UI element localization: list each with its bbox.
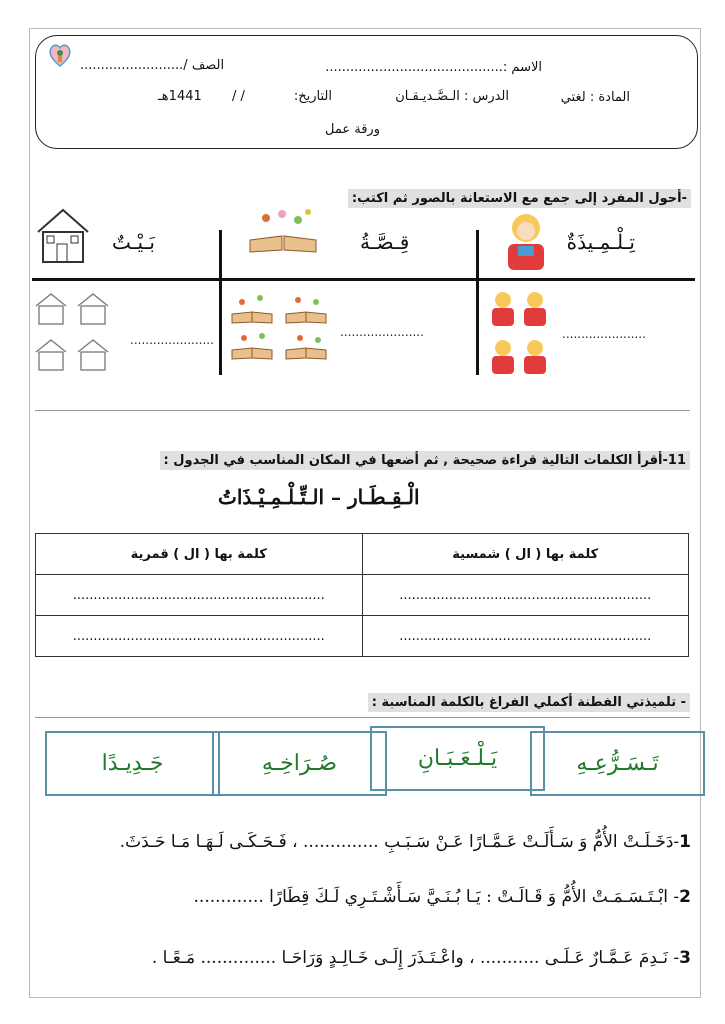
grade-field: الصف /.........................: [80, 58, 225, 73]
date-slashes: / /: [232, 89, 245, 104]
answer-cell-qamaria[interactable]: .............................................................: [36, 616, 363, 657]
logo-icon: [47, 42, 73, 68]
section3-title: - تلميذتي الفطنة أكملي الفراغ بالكلمة المناسبة :: [368, 693, 690, 712]
page-frame: [29, 28, 701, 998]
sentence-number: 3: [679, 948, 691, 968]
al-classification-table: [35, 533, 689, 657]
sentence-number: 2: [679, 887, 691, 907]
worksheet-title: ورقة عمل: [325, 122, 380, 137]
sentence-number: 1: [679, 832, 691, 852]
section2-title: 11-أقرأ الكلمات التالية قراءة صحيحة , ثم أضعها في المكان المناسب في الجدول :: [160, 451, 690, 470]
answer-blank-houses[interactable]: ......................: [130, 333, 214, 347]
open-book-butterflies-icon: [246, 206, 320, 254]
answer-cell-shamsia[interactable]: .............................................................: [362, 575, 689, 616]
sentence-1: [120, 832, 691, 852]
house-icon: [34, 204, 92, 266]
answer-cell-shamsia[interactable]: .............................................................: [362, 616, 689, 657]
sentence-3: [152, 948, 691, 968]
word-story: قِـصَّـةُ: [360, 230, 410, 254]
separator: [35, 717, 690, 718]
answer-cell-qamaria[interactable]: .............................................................: [36, 575, 363, 616]
year-field: 1441هـ: [158, 89, 202, 104]
subject-field: المادة : لغتي: [560, 90, 630, 105]
col-qamaria-header: كلمة بها ( ال ) قمرية: [36, 534, 363, 575]
sentence-2: [194, 887, 691, 907]
sentence-text: -دَخَـلَـتْ الأُمُّ وَ سَـأَلَـتْ عَـمَّـارًا عَـنْ سَـبَـبِ .............. ، فَـحَـكَـى لَـهَـا مَـا حَـدَثَ.: [119, 832, 680, 852]
sentence-text: - ابْـتَـسَـمَـتْ الأُمُّ وَ قَـالَـتْ : يَـا بُـنَـيَّ سَـأَشْـتَـرِي لَـكَ قِطَارًا .............: [193, 887, 680, 907]
section1-col-line: [476, 230, 479, 375]
word-card[interactable]: تَـسَـرُّعِـهِ: [530, 731, 705, 796]
houses-group-icon: [34, 290, 114, 376]
section1-col-line: [219, 230, 222, 375]
girl-student-icon: [500, 206, 552, 274]
answer-blank-stories[interactable]: ......................: [340, 325, 424, 339]
section1-title: -أحول المفرد إلى جمع مع الاستعانة بالصور ثم اكتب:: [348, 189, 691, 208]
word-card[interactable]: يَـلْـعَـبَـانِ: [370, 726, 545, 791]
sentence-text: - نَـدِمَ عَـمَّـارٌ عَـلَـى ........... ، واعْـتَـذَرَ إِلَـى خَـالِـدٍ وَرَاحَـا .............. مَـعًـا .: [151, 948, 680, 968]
lesson-field: الدرس : الـصَّـديـقـان: [395, 89, 509, 104]
separator: [35, 410, 690, 411]
section1-divider: [32, 278, 695, 281]
books-group-icon: [228, 288, 332, 364]
answer-blank-students[interactable]: ......................: [562, 327, 646, 341]
word-card[interactable]: صُـرَاخِـهِ: [212, 731, 387, 796]
girl-students-group-icon: [488, 288, 552, 380]
section2-words: الْـقِـطَـار – الـتِّـلْـمِـيْـذَاتُ: [218, 485, 420, 509]
word-house: بَـيْـتٌ: [112, 230, 155, 254]
col-shamsia-header: كلمة بها ( ال ) شمسية: [362, 534, 689, 575]
name-field: الاسم :...........................................: [325, 60, 542, 75]
word-student: تِـلْـمِـيذَةٌ: [566, 230, 635, 254]
word-card[interactable]: جَـدِيـدًا: [45, 731, 220, 796]
date-label: التاريخ:: [293, 89, 332, 104]
